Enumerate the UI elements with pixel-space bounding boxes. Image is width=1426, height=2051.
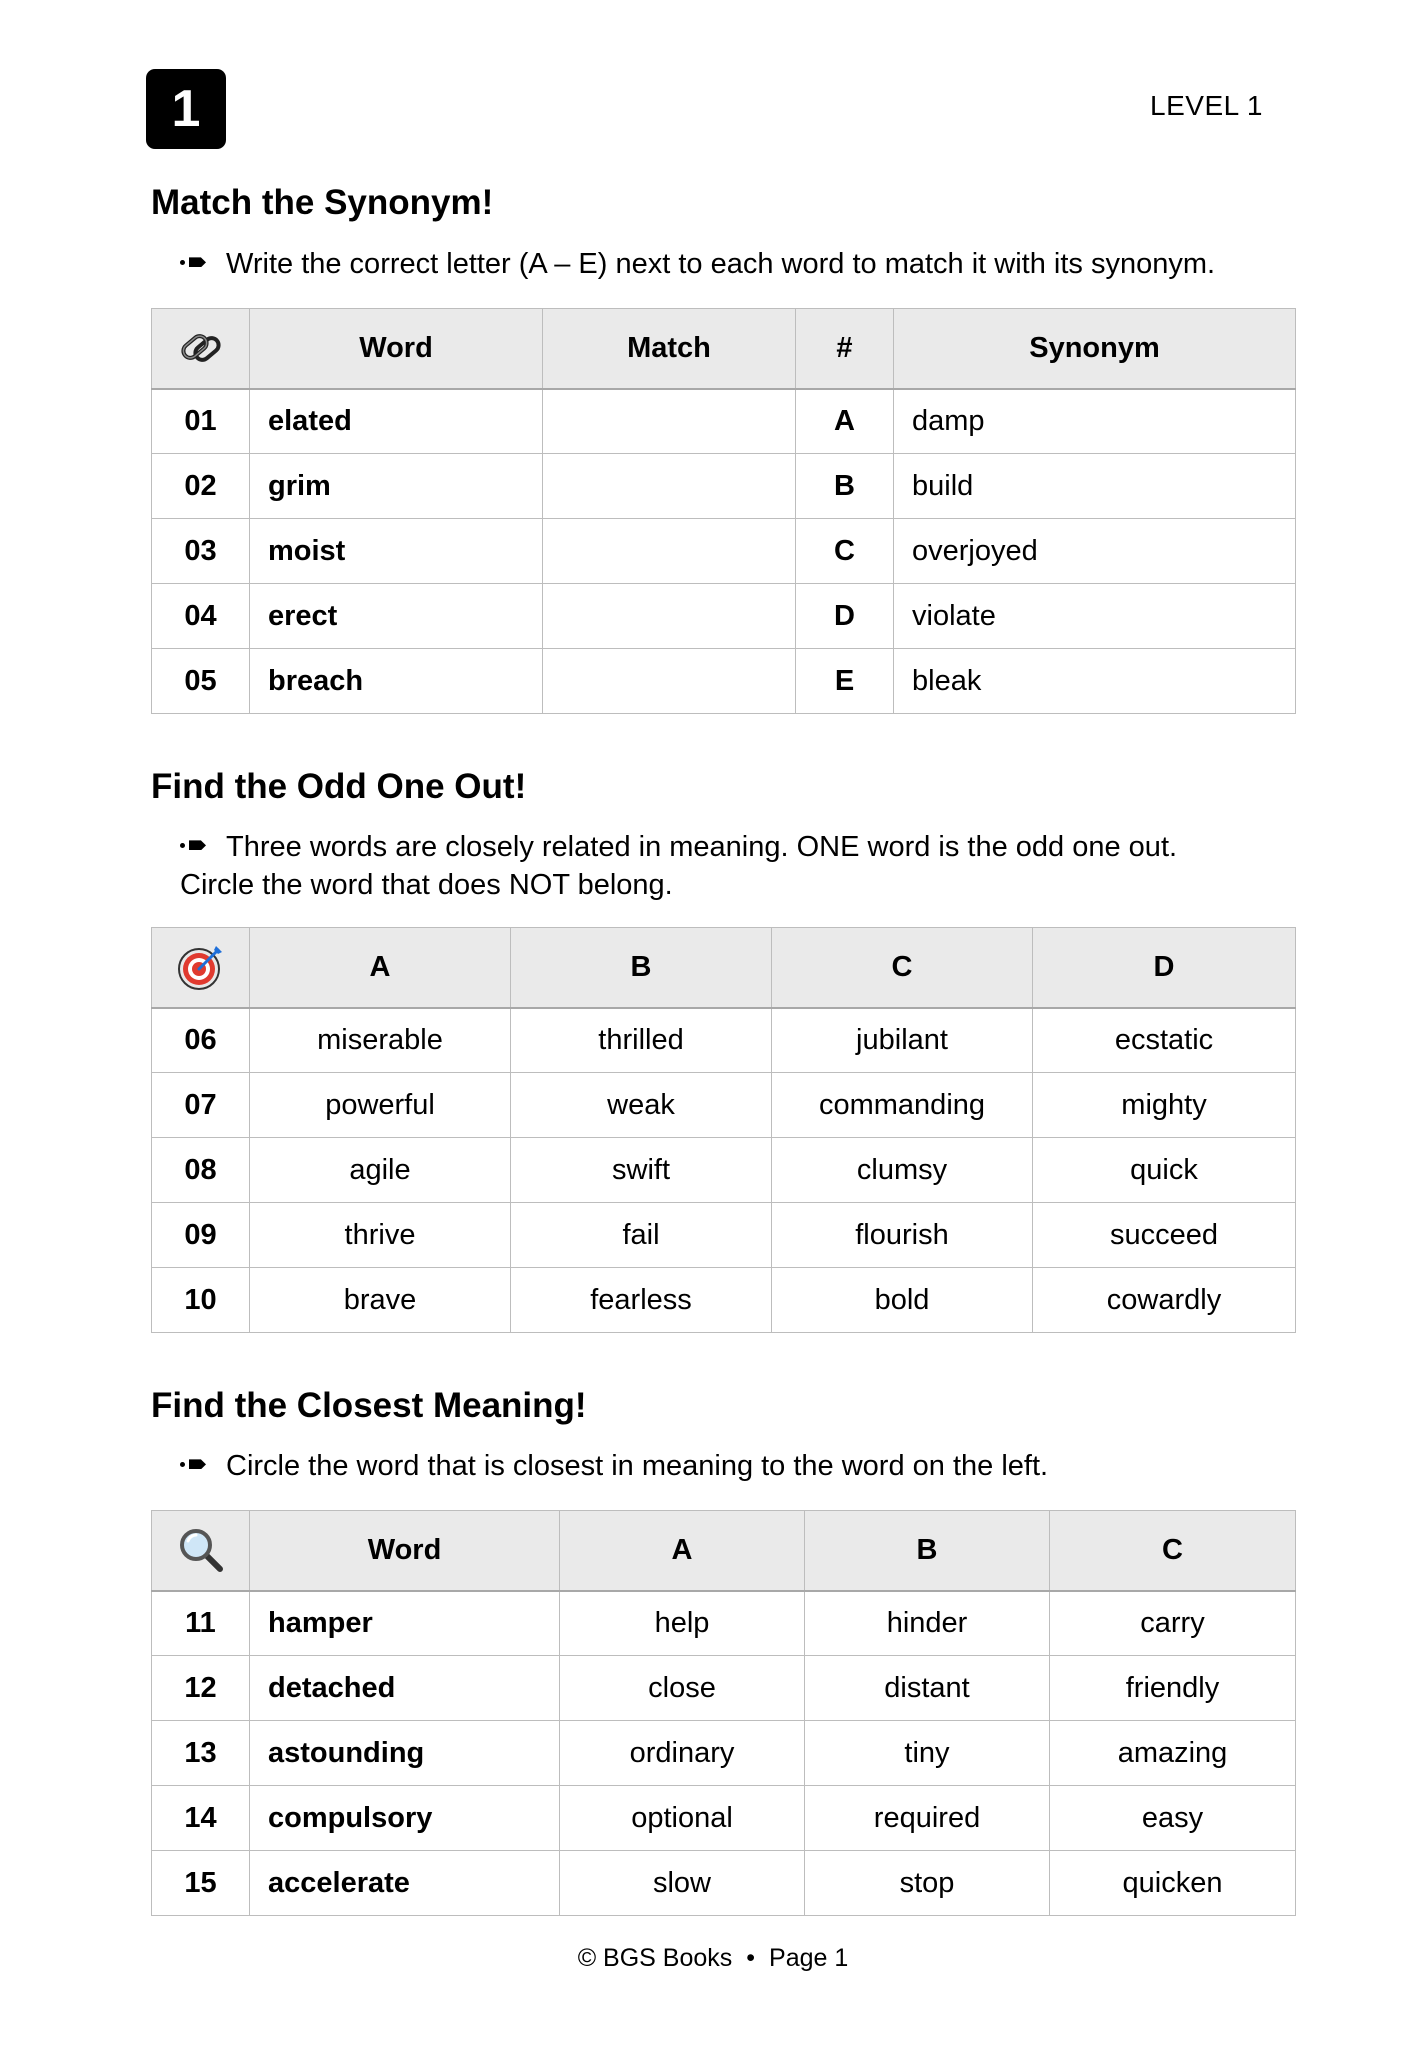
table-row	[152, 1073, 1296, 1138]
footer-separator: •	[746, 1944, 756, 1972]
letter-cell: D	[796, 584, 894, 649]
word-cell: hamper	[250, 1591, 560, 1656]
word-cell: breach	[250, 649, 543, 714]
table-row	[152, 1786, 1296, 1851]
synonym-section-title: Match the Synonym!	[151, 183, 494, 222]
odd-instruction-line1: Three words are closely related in meaning. ONE word is the odd one out.	[226, 831, 1178, 863]
row-number: 05	[152, 649, 250, 714]
word-cell: accelerate	[250, 1851, 560, 1916]
row-number: 15	[152, 1851, 250, 1916]
option-c[interactable]: amazing	[1050, 1721, 1296, 1786]
match-answer-cell[interactable]	[543, 584, 796, 649]
page-number: 1	[171, 80, 201, 138]
match-answer-cell[interactable]	[543, 389, 796, 454]
header-b: B	[805, 1511, 1050, 1591]
table-row	[152, 1721, 1296, 1786]
option-a[interactable]: miserable	[250, 1008, 511, 1073]
option-d[interactable]: mighty	[1033, 1073, 1296, 1138]
word-cell: moist	[250, 519, 543, 584]
odd-table	[151, 927, 1296, 1333]
table-row	[152, 1138, 1296, 1203]
table-row	[152, 649, 1296, 714]
option-a[interactable]: optional	[560, 1786, 805, 1851]
table-row	[152, 1008, 1296, 1073]
header-c: C	[1050, 1511, 1296, 1591]
table-row	[152, 519, 1296, 584]
option-d[interactable]: quick	[1033, 1138, 1296, 1203]
synonym-cell: overjoyed	[894, 519, 1296, 584]
synonym-instruction-text: Write the correct letter (A – E) next to each word to match it with its synonym.	[226, 248, 1216, 280]
letter-cell: A	[796, 389, 894, 454]
arrow-pointer-icon	[180, 255, 212, 269]
word-cell: detached	[250, 1656, 560, 1721]
word-cell: elated	[250, 389, 543, 454]
table-row	[152, 1591, 1296, 1656]
option-c[interactable]: commanding	[772, 1073, 1033, 1138]
option-b[interactable]: tiny	[805, 1721, 1050, 1786]
footer-copyright: © BGS Books	[577, 1944, 733, 1972]
header-match: Match	[543, 309, 796, 389]
match-answer-cell[interactable]	[543, 519, 796, 584]
closest-section-title: Find the Closest Meaning!	[151, 1386, 587, 1425]
level-label: LEVEL 1	[1150, 90, 1263, 121]
magnifier-icon	[176, 1525, 226, 1575]
header-c: C	[772, 928, 1033, 1008]
option-b[interactable]: thrilled	[511, 1008, 772, 1073]
odd-instruction	[180, 828, 1300, 904]
closest-instruction-text: Circle the word that is closest in meaning to the word on the left.	[226, 1450, 1049, 1482]
row-number: 08	[152, 1138, 250, 1203]
option-a[interactable]: help	[560, 1591, 805, 1656]
option-d[interactable]: succeed	[1033, 1203, 1296, 1268]
letter-cell: B	[796, 454, 894, 519]
synonym-table	[151, 308, 1296, 714]
row-number: 06	[152, 1008, 250, 1073]
word-cell: compulsory	[250, 1786, 560, 1851]
option-c[interactable]: bold	[772, 1268, 1033, 1333]
arrow-pointer-icon	[180, 838, 212, 852]
match-answer-cell[interactable]	[543, 454, 796, 519]
page-footer	[0, 1944, 1426, 1973]
row-number: 02	[152, 454, 250, 519]
odd-instruction-line2: Circle the word that does NOT belong.	[180, 869, 673, 901]
row-number: 10	[152, 1268, 250, 1333]
letter-cell: C	[796, 519, 894, 584]
word-cell: grim	[250, 454, 543, 519]
option-a[interactable]: powerful	[250, 1073, 511, 1138]
synonym-cell: damp	[894, 389, 1296, 454]
synonym-instruction	[180, 245, 1300, 283]
option-c[interactable]: easy	[1050, 1786, 1296, 1851]
row-number: 13	[152, 1721, 250, 1786]
option-c[interactable]: friendly	[1050, 1656, 1296, 1721]
word-cell: astounding	[250, 1721, 560, 1786]
table-row	[152, 1656, 1296, 1721]
option-c[interactable]: flourish	[772, 1203, 1033, 1268]
header-word: Word	[250, 309, 543, 389]
option-c[interactable]: clumsy	[772, 1138, 1033, 1203]
row-number: 11	[152, 1591, 250, 1656]
header-a: A	[560, 1511, 805, 1591]
footer-page-label: Page 1	[769, 1944, 849, 1972]
option-a[interactable]: agile	[250, 1138, 511, 1203]
header-d: D	[1033, 928, 1296, 1008]
odd-section-title: Find the Odd One Out!	[151, 767, 527, 806]
option-d[interactable]: cowardly	[1033, 1268, 1296, 1333]
table-row	[152, 1203, 1296, 1268]
row-number: 12	[152, 1656, 250, 1721]
option-b[interactable]: fearless	[511, 1268, 772, 1333]
option-b[interactable]: fail	[511, 1203, 772, 1268]
synonym-icon-header	[152, 309, 250, 389]
header-hash: #	[796, 309, 894, 389]
option-d[interactable]: ecstatic	[1033, 1008, 1296, 1073]
closest-icon-header	[152, 1511, 250, 1591]
table-row	[152, 454, 1296, 519]
option-b[interactable]: distant	[805, 1656, 1050, 1721]
letter-cell: E	[796, 649, 894, 714]
option-b[interactable]: required	[805, 1786, 1050, 1851]
page-number-badge	[146, 69, 226, 149]
row-number: 07	[152, 1073, 250, 1138]
row-number: 01	[152, 389, 250, 454]
header-a: A	[250, 928, 511, 1008]
synonym-cell: bleak	[894, 649, 1296, 714]
match-answer-cell[interactable]	[543, 649, 796, 714]
option-b[interactable]: swift	[511, 1138, 772, 1203]
option-b[interactable]: hinder	[805, 1591, 1050, 1656]
option-c[interactable]: quicken	[1050, 1851, 1296, 1916]
option-c[interactable]: jubilant	[772, 1008, 1033, 1073]
option-a[interactable]: slow	[560, 1851, 805, 1916]
table-row	[152, 584, 1296, 649]
option-a[interactable]: brave	[250, 1268, 511, 1333]
header-b: B	[511, 928, 772, 1008]
table-row	[152, 389, 1296, 454]
odd-icon-header	[152, 928, 250, 1008]
option-c[interactable]: carry	[1050, 1591, 1296, 1656]
word-cell: erect	[250, 584, 543, 649]
closest-table	[151, 1510, 1296, 1916]
row-number: 09	[152, 1203, 250, 1268]
table-row	[152, 1851, 1296, 1916]
option-a[interactable]: thrive	[250, 1203, 511, 1268]
closest-instruction	[180, 1447, 1300, 1485]
table-row	[152, 1268, 1296, 1333]
row-number: 04	[152, 584, 250, 649]
synonym-cell: build	[894, 454, 1296, 519]
arrow-pointer-icon	[180, 1457, 212, 1471]
header-word: Word	[250, 1511, 560, 1591]
option-b[interactable]: stop	[805, 1851, 1050, 1916]
target-icon	[176, 942, 226, 992]
link-icon	[176, 323, 226, 373]
row-number: 03	[152, 519, 250, 584]
option-a[interactable]: close	[560, 1656, 805, 1721]
synonym-cell: violate	[894, 584, 1296, 649]
option-b[interactable]: weak	[511, 1073, 772, 1138]
row-number: 14	[152, 1786, 250, 1851]
option-a[interactable]: ordinary	[560, 1721, 805, 1786]
header-synonym: Synonym	[894, 309, 1296, 389]
